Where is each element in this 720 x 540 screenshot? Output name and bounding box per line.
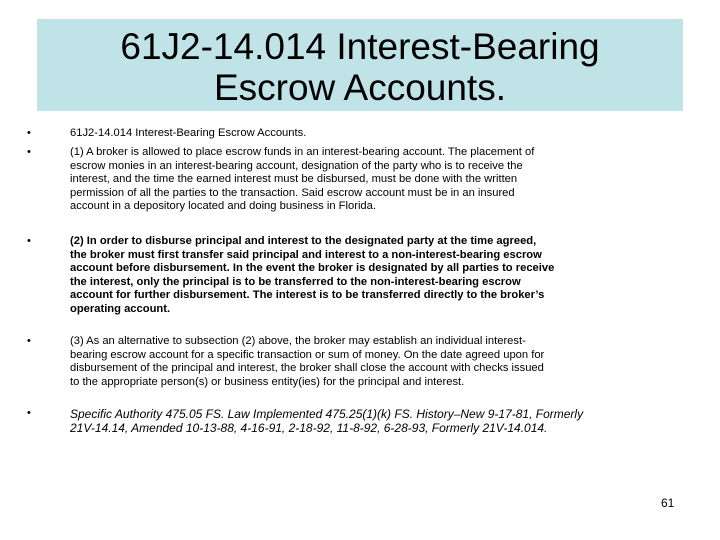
paragraph-line: permission of all the parties to the transaction. Said escrow account must be in an insured — [70, 186, 515, 199]
bullet-item-subsection-2 — [27, 235, 682, 316]
paragraph-line: (2) In order to disburse principal and interest to the designated party at the time agreed, — [70, 235, 537, 247]
slide-title-line-1: 61J2-14.014 Interest-Bearing — [120, 26, 600, 67]
bullet-item-authority — [27, 407, 682, 435]
bullet-icon: • — [27, 407, 31, 419]
paragraph-line: (3) As an alternative to subsection (2) above, the broker may establish an individual interest- — [70, 335, 526, 347]
bullet-item-subsection-1 — [27, 146, 682, 214]
paragraph-line: bearing escrow account for a specific transaction or sum of money. On the date agreed upon for — [70, 348, 545, 361]
paragraph-line: the broker must first transfer said principal and interest to a non-interest-bearing escrow — [70, 248, 542, 261]
bullet-item-subsection-3 — [27, 335, 682, 389]
page-number: 61 — [661, 496, 675, 510]
paragraph-line: disbursement of the principal and interest, the broker shall close the account with checks issued — [70, 362, 544, 374]
bullet-icon: • — [27, 235, 31, 247]
slide-title-line-2: Escrow Accounts. — [213, 67, 506, 108]
paragraph-line: 21V-14.14, Amended 10-13-88, 4-16-91, 2-18-92, 11-8-92, 6-28-93, Formerly 21V-14.014. — [70, 421, 548, 435]
paragraph-line: interest, and the time the earned interest must be disbursed, must be done with the written — [70, 173, 518, 185]
bullet-icon: • — [27, 127, 31, 139]
bullet-icon: • — [27, 146, 31, 158]
paragraph-line: Specific Authority 475.05 FS. Law Implemented 475.25(1)(k) FS. History–New 9-17-81, Formerly — [70, 407, 584, 421]
paragraph-line: account for further disbursement. The interest is to be transferred directly to the broker’s — [70, 289, 545, 301]
paragraph-line: escrow monies in an interest-bearing account, designation of the party who is to receive the — [70, 159, 523, 172]
paragraph-line: (1) A broker is allowed to place escrow funds in an interest-bearing account. The placement of — [70, 146, 535, 158]
paragraph-line: the interest, only the principal is to be transferred to the non-interest-bearing escrow — [70, 275, 521, 288]
paragraph-line: account in a depository located and doing business in Florida. — [70, 200, 376, 212]
paragraph-line: to the appropriate person(s) or business entity(ies) for the principal and interest. — [70, 375, 465, 388]
paragraph-line: operating account. — [70, 302, 171, 315]
bullet-icon: • — [27, 335, 31, 347]
bullet-item-rule-heading — [27, 127, 682, 141]
paragraph-line: account before disbursement. In the event the broker is designated by all parties to receive — [70, 262, 555, 274]
rule-heading-text: 61J2-14.014 Interest-Bearing Escrow Accounts. — [70, 127, 307, 139]
